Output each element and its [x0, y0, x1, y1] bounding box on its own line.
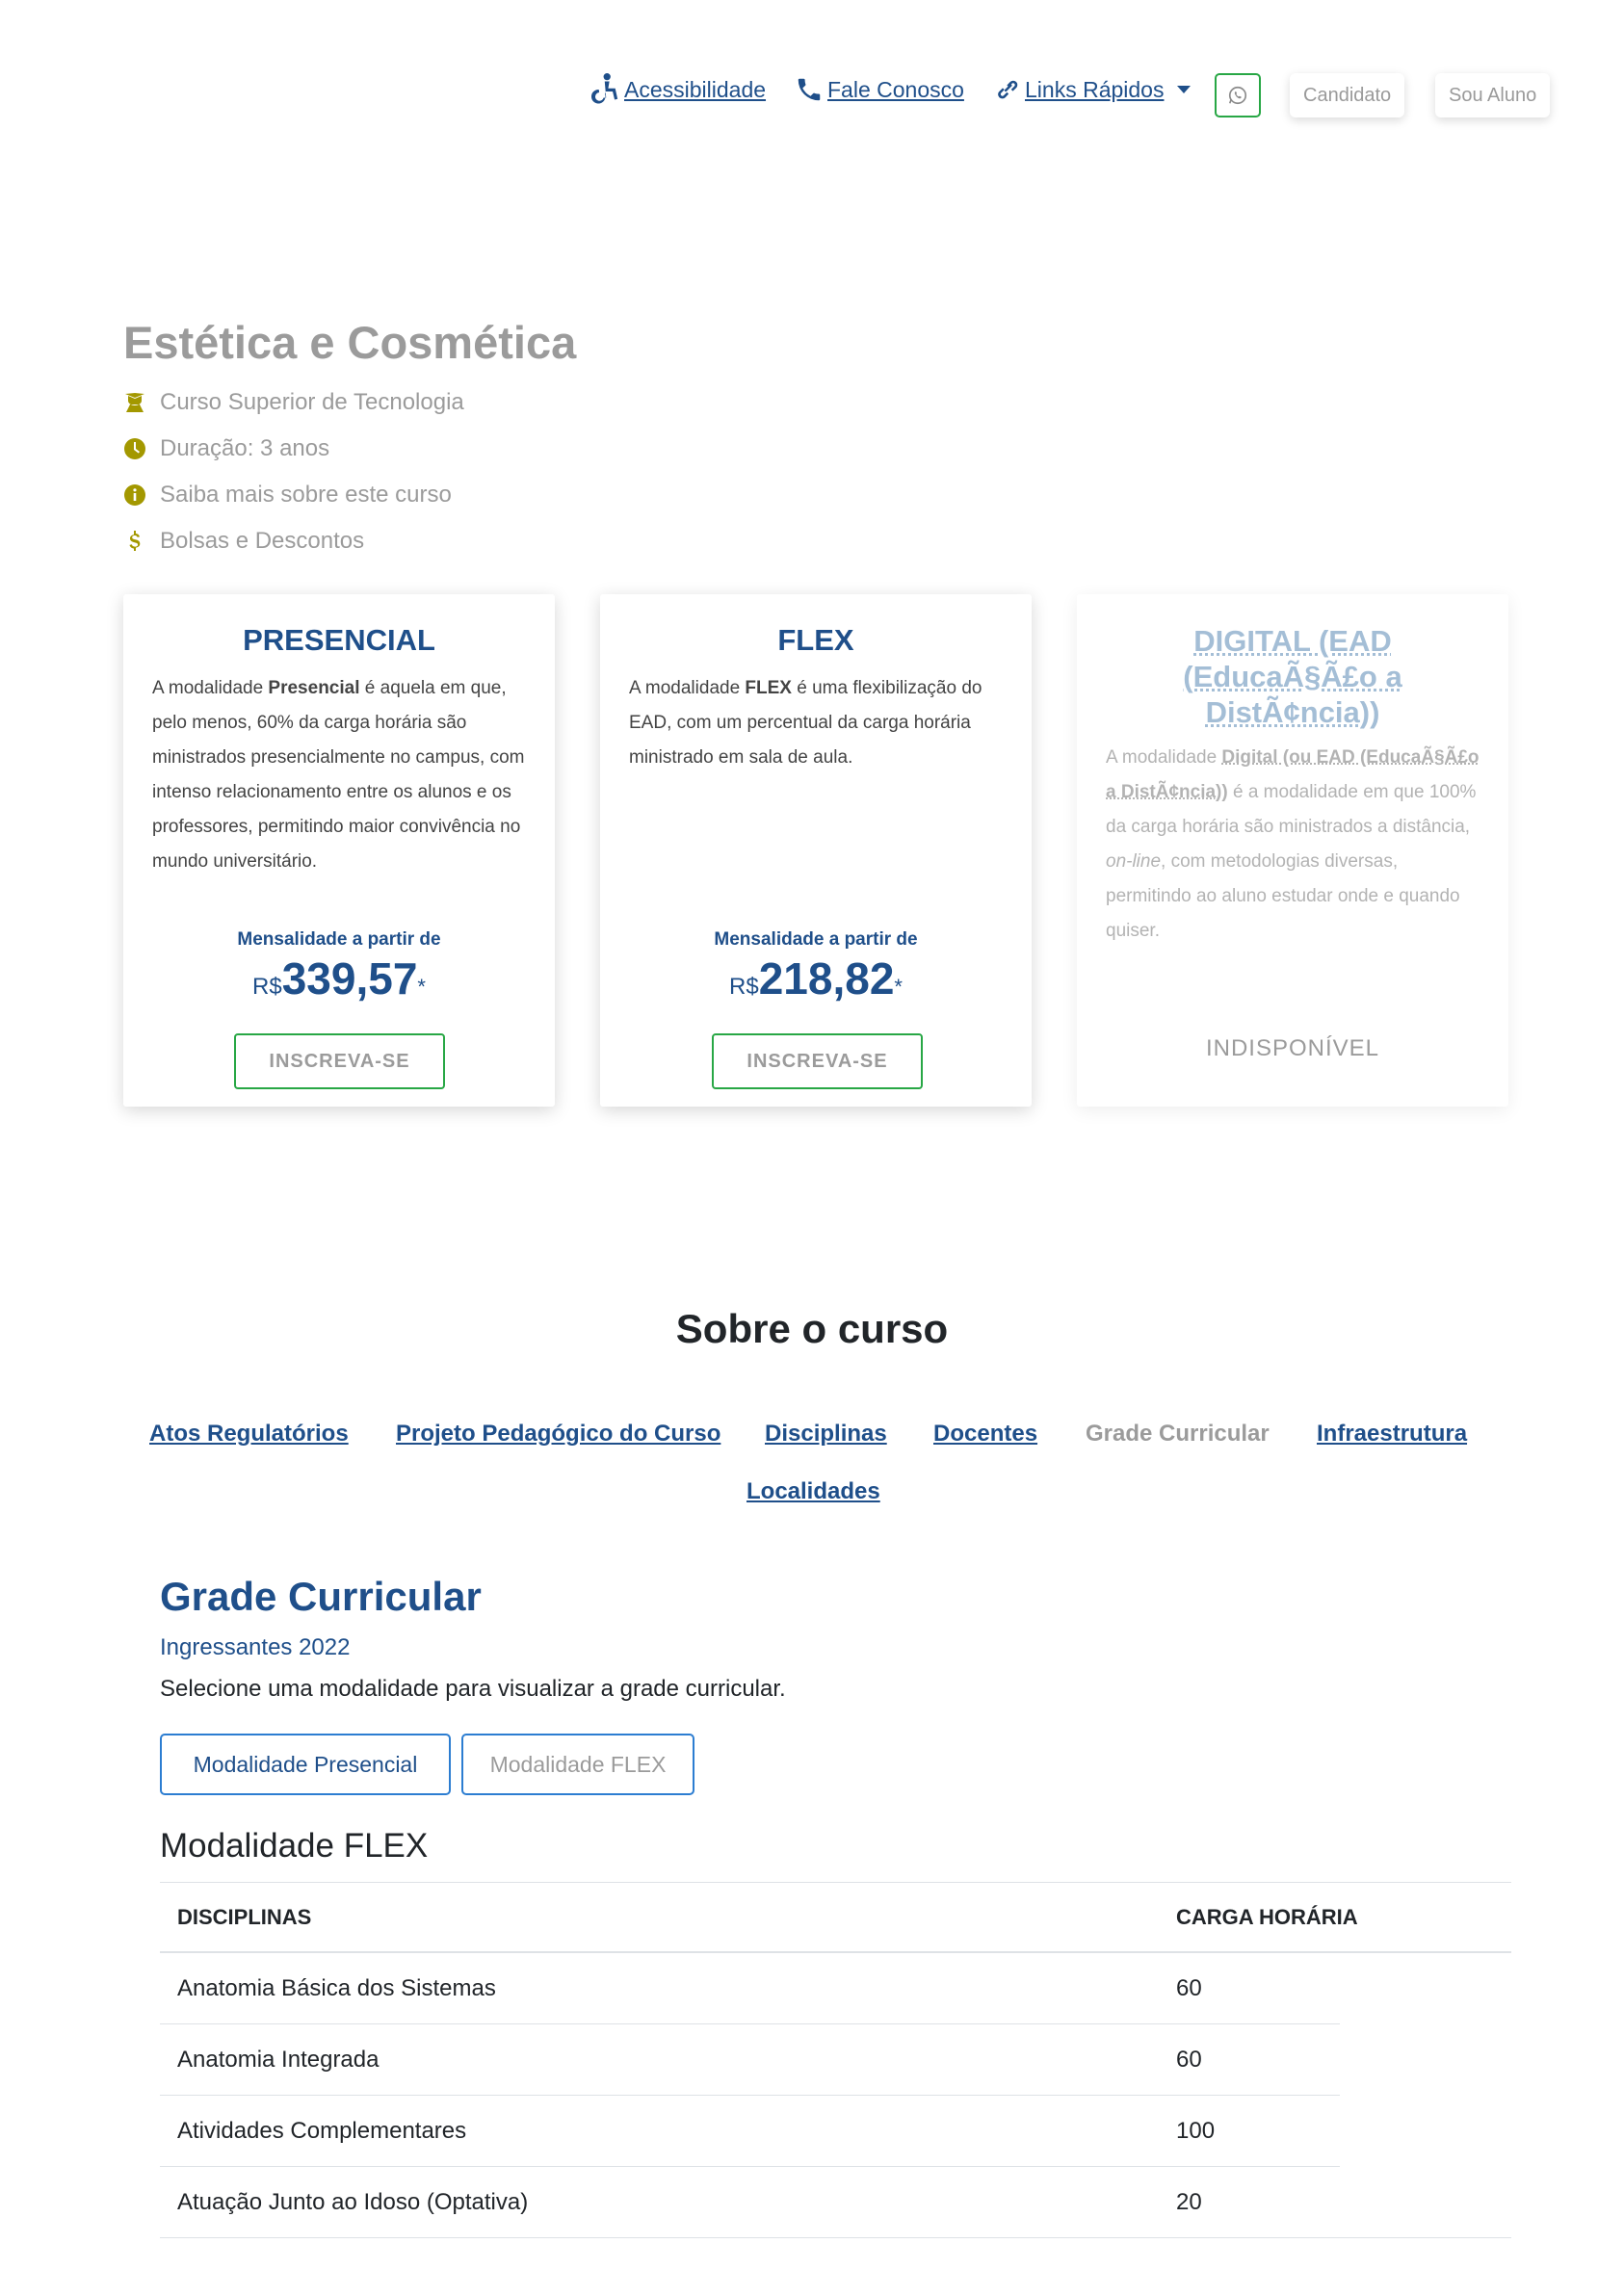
table-row [160, 2167, 1511, 2238]
modality-presencial-button[interactable]: Modalidade Presencial [160, 1734, 451, 1795]
accessibility-icon [591, 73, 620, 106]
tab-disciplines[interactable]: Disciplinas [765, 1421, 887, 1447]
card-flex [600, 594, 1032, 1107]
card-title: DIGITAL (EAD (EducaÃ§Ã£o a DistÃ¢ncia)) [1183, 624, 1402, 729]
course-duration-row: Duração: 3 anos [123, 435, 329, 462]
price: R$218,82* [729, 953, 903, 1004]
table-row [160, 2024, 1340, 2096]
card-title: FLEX [777, 623, 854, 657]
unavailable-status: INDISPONÍVEL [1205, 1035, 1380, 1061]
price-label: Mensalidade a partir de [237, 929, 441, 950]
tab-locations[interactable]: Localidades [747, 1478, 880, 1504]
tab-regulatory-acts[interactable]: Atos Regulatórios [149, 1421, 349, 1447]
tab-curriculum[interactable]: Grade Curricular [1086, 1421, 1270, 1447]
whatsapp-button[interactable] [1215, 73, 1261, 117]
subscribe-button[interactable]: INSCREVA-SE [234, 1033, 445, 1089]
course-type-row: Curso Superior de Tecnologia [123, 389, 464, 416]
student-button[interactable]: Sou Aluno [1435, 73, 1550, 117]
card-digital [1077, 594, 1508, 1107]
scholarships-link[interactable]: Bolsas e Descontos [123, 528, 364, 555]
discipline-hours: 60 [1176, 2046, 1202, 2073]
chevron-down-icon [1177, 86, 1191, 93]
modality-flex-button[interactable]: Modalidade FLEX [461, 1734, 694, 1795]
discipline-name: Atuação Junto ao Idoso (Optativa) [177, 2188, 529, 2215]
column-header-disciplines: DISCIPLINAS [177, 1904, 312, 1929]
card-description: A modalidade FLEX é uma flexibilização do EAD, com um percentual da carga horária ministrado em sala de aula. [629, 678, 982, 768]
card-title: PRESENCIAL [243, 623, 435, 657]
accessibility-link[interactable]: Acessibilidade [591, 73, 766, 106]
phone-icon [795, 73, 824, 106]
discipline-name: Anatomia Integrada [177, 2046, 380, 2073]
top-bar [0, 65, 1624, 123]
card-description: A modalidade Presencial é aquela em que, pelo menos, 60% da carga horária são ministrados presencialmente no campus, com intenso relacionamento entre os alunos e os professores, permitindo maior convivência no mundo universitário. [152, 678, 525, 872]
tab-infrastructure[interactable]: Infraestrutura [1317, 1421, 1468, 1447]
discipline-hours: 20 [1176, 2188, 1202, 2215]
contact-link[interactable]: Fale Conosco [795, 73, 964, 106]
graduation-icon [123, 391, 146, 414]
discipline-hours: 100 [1176, 2117, 1216, 2144]
grade-hint: Selecione uma modalidade para visualizar a grade curricular. [160, 1676, 786, 1702]
price-label: Mensalidade a partir de [714, 929, 918, 950]
link-icon [992, 73, 1021, 106]
whatsapp-icon [1227, 85, 1248, 106]
table-row [160, 2096, 1340, 2167]
tab-pedagogical-project[interactable]: Projeto Pedagógico do Curso [396, 1421, 721, 1447]
dollar-icon [123, 530, 146, 553]
grade-title: Grade Curricular [160, 1574, 482, 1619]
course-info-link[interactable]: Saiba mais sobre este curso [123, 482, 452, 509]
table-row [160, 1953, 1340, 2024]
discipline-hours: 60 [1176, 1974, 1202, 2001]
card-description: A modalidade Digital (ou EAD (EducaÃ§Ã£o a DistÃ¢ncia)) é a modalidade em que 100% da carga horária são ministrados a distância, on-line, com metodologias diversas, permitindo ao aluno estudar onde e quando quiser. [1106, 747, 1480, 941]
column-header-hours: CARGA HORÁRIA [1176, 1904, 1358, 1929]
tab-teachers[interactable]: Docentes [933, 1421, 1038, 1447]
subscribe-button[interactable]: INSCREVA-SE [712, 1033, 923, 1089]
modality-heading: Modalidade FLEX [160, 1827, 429, 1865]
table-header [160, 1882, 1511, 1953]
grade-subtitle: Ingressantes 2022 [160, 1634, 351, 1660]
course-title: Estética e Cosmética [123, 317, 577, 368]
quick-links-dropdown[interactable]: Links Rápidos [992, 73, 1191, 106]
candidate-button[interactable]: Candidato [1290, 73, 1404, 117]
discipline-name: Atividades Complementares [177, 2117, 467, 2144]
card-presencial [123, 594, 555, 1107]
discipline-name: Anatomia Básica dos Sistemas [177, 1974, 496, 2001]
about-title: Sobre o curso [675, 1306, 949, 1351]
clock-icon [123, 437, 146, 460]
price: R$339,57* [252, 953, 426, 1004]
info-icon [123, 483, 146, 507]
